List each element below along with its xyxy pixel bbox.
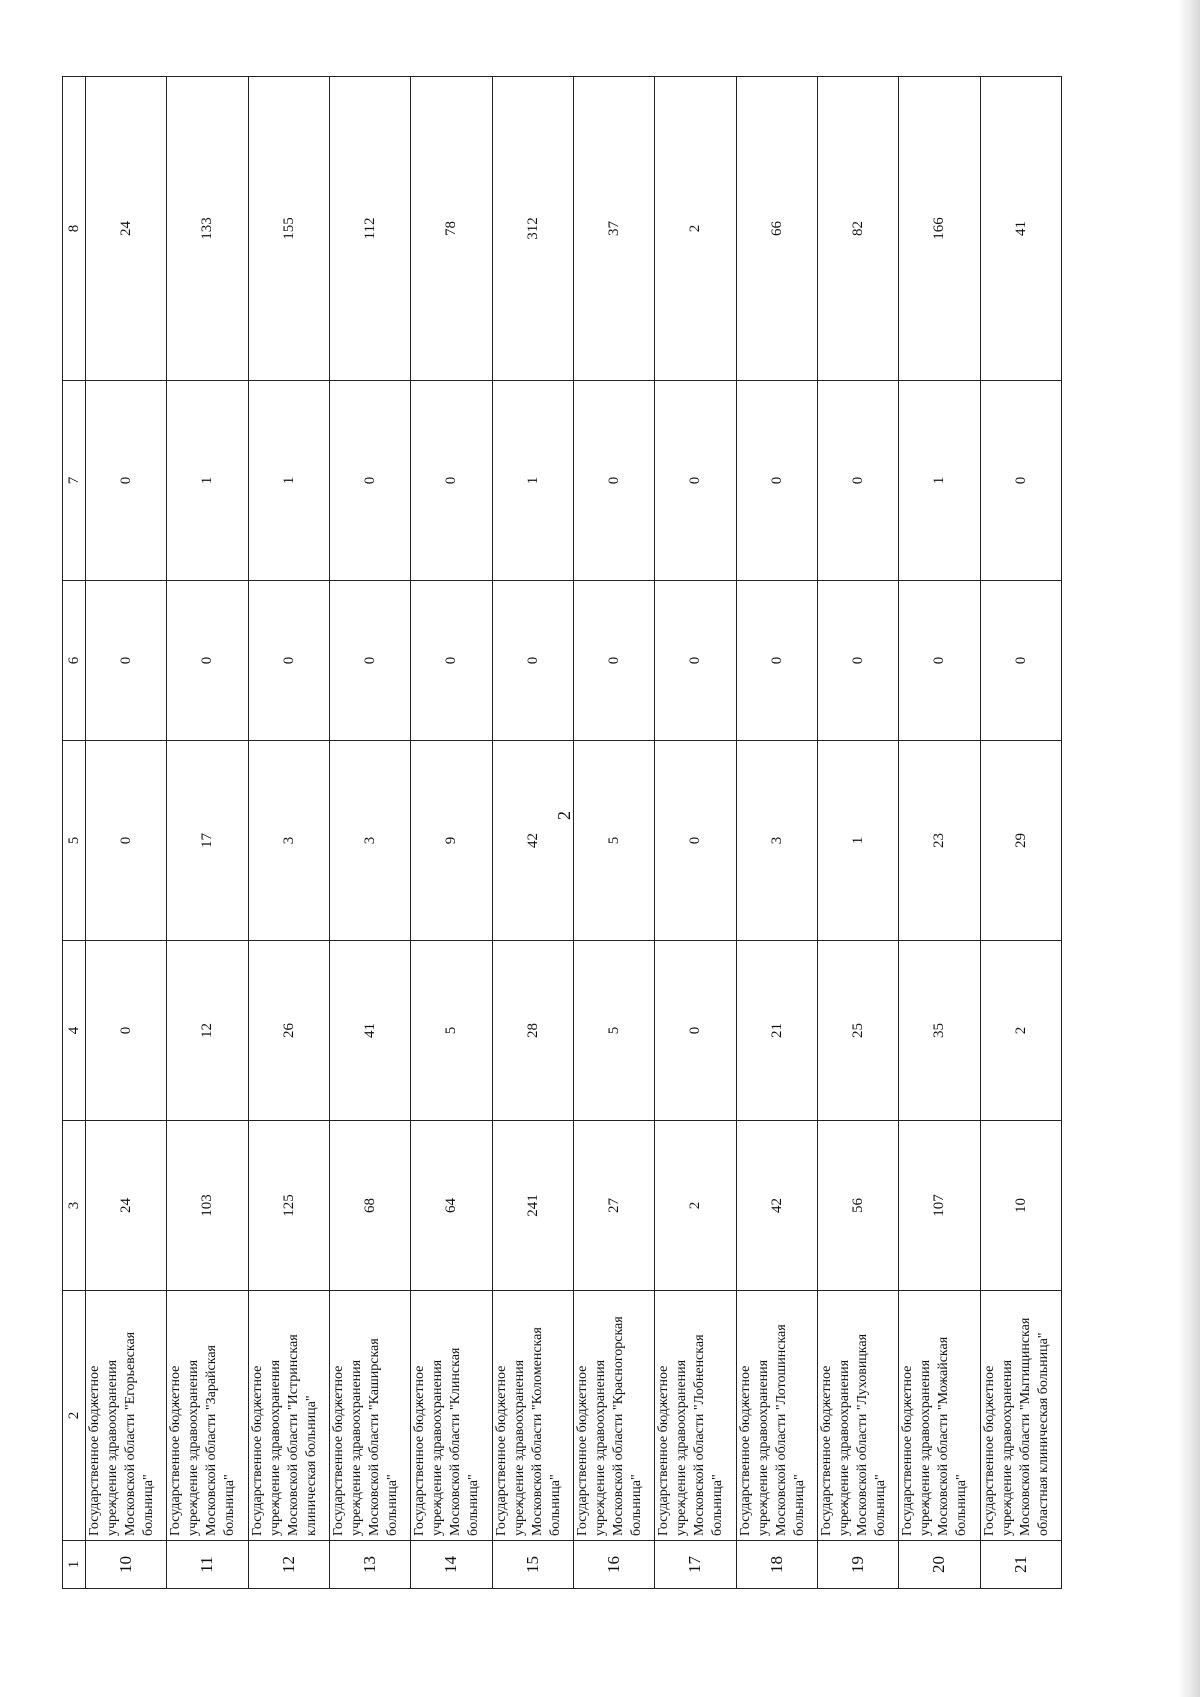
institution-name-cell: Государственное бюджетное учреждение здравоохранения Московской области "Зарайская больница" (167, 1291, 248, 1541)
table-row (329, 77, 410, 1589)
value-cell: 133 (167, 77, 248, 381)
row-number-cell: 18 (736, 1541, 817, 1589)
value-cell: 25 (817, 941, 898, 1121)
value-cell: 27 (573, 1121, 654, 1291)
hospital-data-table (62, 76, 1062, 1589)
value-cell: 0 (86, 381, 167, 581)
table-row (492, 77, 573, 1589)
value-cell: 0 (492, 581, 573, 741)
value-cell: 2 (655, 1121, 736, 1291)
value-cell: 66 (736, 77, 817, 381)
row-number-cell: 19 (817, 1541, 898, 1589)
table-row (655, 77, 736, 1589)
value-cell: 0 (411, 581, 492, 741)
value-cell: 103 (167, 1121, 248, 1291)
value-cell: 56 (817, 1121, 898, 1291)
value-cell: 166 (899, 77, 980, 381)
row-number-cell: 10 (86, 1541, 167, 1589)
value-cell: 5 (573, 741, 654, 941)
scan-edge-shadow (1178, 0, 1200, 1697)
table-row (248, 77, 329, 1589)
institution-name-cell: Государственное бюджетное учреждение здравоохранения Московской области "Клинская больница" (411, 1291, 492, 1541)
institution-name-cell: Государственное бюджетное учреждение здравоохранения Московской области "Истринская клиническая больница" (248, 1291, 329, 1541)
institution-name-cell: Государственное бюджетное учреждение здравоохранения Московской области "Можайская больница" (899, 1291, 980, 1541)
value-cell: 29 (980, 741, 1061, 941)
value-cell: 78 (411, 77, 492, 381)
value-cell: 42 (736, 1121, 817, 1291)
institution-name-cell: Государственное бюджетное учреждение здравоохранения Московской области "Лобненская больница" (655, 1291, 736, 1541)
row-number-cell: 12 (248, 1541, 329, 1589)
value-cell: 0 (817, 581, 898, 741)
value-cell: 0 (167, 581, 248, 741)
value-cell: 0 (329, 381, 410, 581)
institution-name-cell: Государственное бюджетное учреждение здравоохранения Московской области "Мытищинская областная клиническая больница" (980, 1291, 1061, 1541)
value-cell: 0 (655, 581, 736, 741)
value-cell: 2 (655, 77, 736, 381)
institution-name-cell: Государственное бюджетное учреждение здравоохранения Московской области "Луховицкая больница" (817, 1291, 898, 1541)
value-cell: 0 (573, 581, 654, 741)
value-cell: 24 (86, 77, 167, 381)
value-cell: 155 (248, 77, 329, 381)
value-cell: 0 (86, 581, 167, 741)
table-row (736, 77, 817, 1589)
value-cell: 0 (248, 581, 329, 741)
value-cell: 68 (329, 1121, 410, 1291)
value-cell: 3 (736, 741, 817, 941)
value-cell: 28 (492, 941, 573, 1121)
value-cell: 41 (329, 941, 410, 1121)
table-row (817, 77, 898, 1589)
row-number-cell: 17 (655, 1541, 736, 1589)
row-number-cell: 20 (899, 1541, 980, 1589)
value-cell: 37 (573, 77, 654, 381)
institution-name-cell: Государственное бюджетное учреждение здравоохранения Московской области "Красногорская больница" (573, 1291, 654, 1541)
value-cell: 3 (248, 741, 329, 941)
value-cell: 0 (573, 381, 654, 581)
row-number-cell: 14 (411, 1541, 492, 1589)
value-cell: 312 (492, 77, 573, 381)
value-cell: 23 (899, 741, 980, 941)
value-cell: 1 (899, 381, 980, 581)
value-cell: 125 (248, 1121, 329, 1291)
value-cell: 64 (411, 1121, 492, 1291)
institution-name-cell: Государственное бюджетное учреждение здравоохранения Московской области "Егорьевская больница" (86, 1291, 167, 1541)
column-header: 4 (63, 941, 86, 1121)
table-row (167, 77, 248, 1589)
institution-name-cell: Государственное бюджетное учреждение здравоохранения Московской области "Коломенская больница" (492, 1291, 573, 1541)
value-cell: 0 (980, 581, 1061, 741)
value-cell: 82 (817, 77, 898, 381)
value-cell: 0 (655, 741, 736, 941)
column-header: 7 (63, 381, 86, 581)
row-number-cell: 11 (167, 1541, 248, 1589)
value-cell: 42 (492, 741, 573, 941)
table-row (86, 77, 167, 1589)
value-cell: 0 (817, 381, 898, 581)
table-row (573, 77, 654, 1589)
value-cell: 0 (655, 381, 736, 581)
value-cell: 1 (248, 381, 329, 581)
value-cell: 12 (167, 941, 248, 1121)
row-number-cell: 15 (492, 1541, 573, 1589)
rotated-table-container (62, 77, 1062, 1589)
value-cell: 1 (492, 381, 573, 581)
table-row (899, 77, 980, 1589)
institution-name-cell: Государственное бюджетное учреждение здравоохранения Московской области "Лотошинская больница" (736, 1291, 817, 1541)
table-row (411, 77, 492, 1589)
value-cell: 41 (980, 77, 1061, 381)
value-cell: 24 (86, 1121, 167, 1291)
value-cell: 0 (86, 941, 167, 1121)
row-number-cell: 16 (573, 1541, 654, 1589)
page-number: 2 (554, 811, 574, 820)
value-cell: 0 (980, 381, 1061, 581)
value-cell: 26 (248, 941, 329, 1121)
column-header: 8 (63, 77, 86, 381)
value-cell: 9 (411, 741, 492, 941)
column-header: 5 (63, 741, 86, 941)
value-cell: 35 (899, 941, 980, 1121)
value-cell: 17 (167, 741, 248, 941)
column-header: 3 (63, 1121, 86, 1291)
value-cell: 10 (980, 1121, 1061, 1291)
value-cell: 0 (86, 741, 167, 941)
value-cell: 5 (573, 941, 654, 1121)
value-cell: 0 (411, 381, 492, 581)
value-cell: 1 (167, 381, 248, 581)
value-cell: 241 (492, 1121, 573, 1291)
value-cell: 0 (329, 581, 410, 741)
column-header: 6 (63, 581, 86, 741)
value-cell: 0 (736, 581, 817, 741)
column-number-row (63, 77, 86, 1589)
row-number-cell: 13 (329, 1541, 410, 1589)
table-row (980, 77, 1061, 1589)
value-cell: 0 (899, 581, 980, 741)
value-cell: 0 (736, 381, 817, 581)
value-cell: 107 (899, 1121, 980, 1291)
column-header: 1 (63, 1541, 86, 1589)
value-cell: 1 (817, 741, 898, 941)
column-header: 2 (63, 1291, 86, 1541)
institution-name-cell: Государственное бюджетное учреждение здравоохранения Московской области "Каширская больница" (329, 1291, 410, 1541)
value-cell: 21 (736, 941, 817, 1121)
value-cell: 112 (329, 77, 410, 381)
value-cell: 0 (655, 941, 736, 1121)
value-cell: 2 (980, 941, 1061, 1121)
value-cell: 5 (411, 941, 492, 1121)
row-number-cell: 21 (980, 1541, 1061, 1589)
value-cell: 3 (329, 741, 410, 941)
